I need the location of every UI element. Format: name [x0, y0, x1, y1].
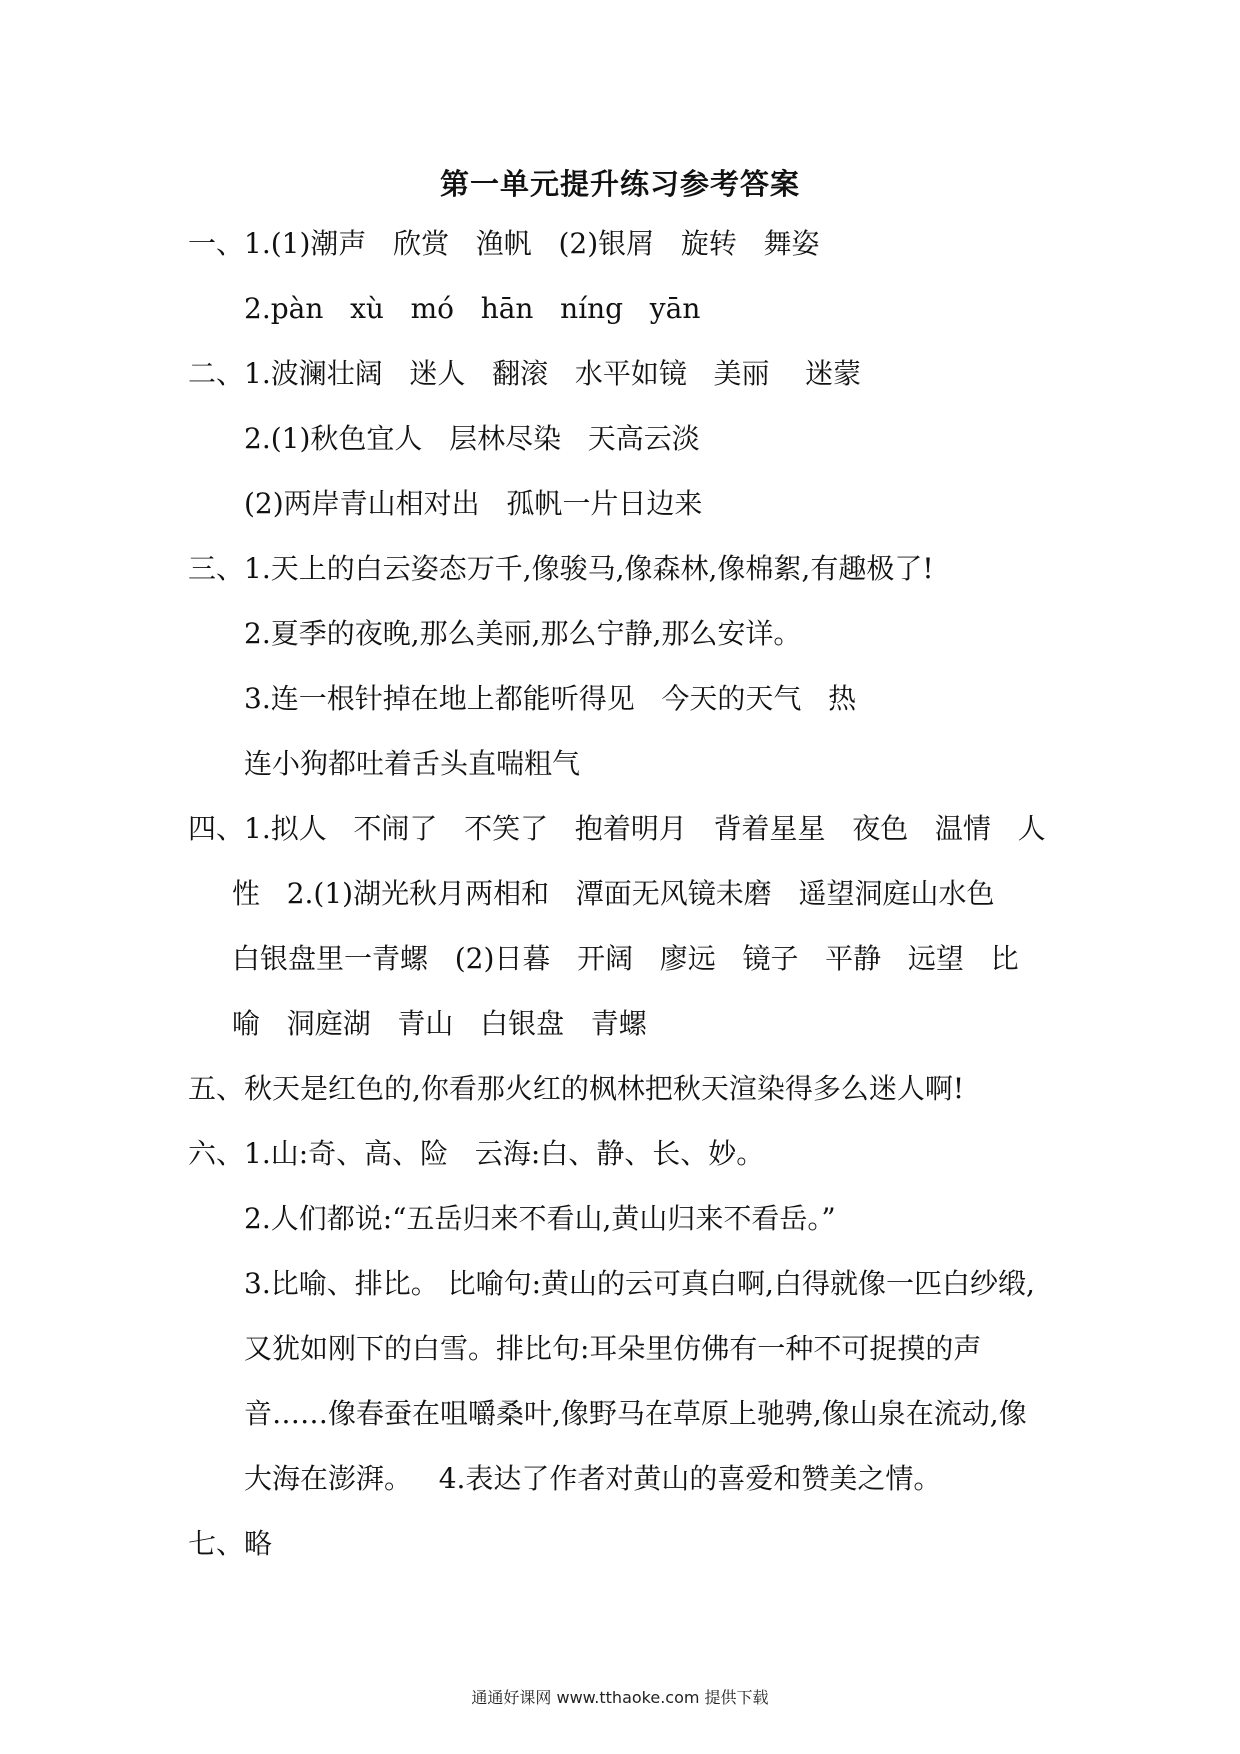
answer-line: 二、1.波澜壮阔 迷人 翻滚 水平如镜 美丽 迷蒙 — [188, 357, 862, 390]
answer-line: 喻 洞庭湖 青山 白银盘 青螺 — [232, 1007, 647, 1040]
answer-line: 2.(1)秋色宜人 层林尽染 天高云淡 — [244, 422, 700, 455]
page-title: 第一单元提升练习参考答案 — [439, 167, 800, 201]
answer-line: 四、1.拟人 不闹了 不笑了 抱着明月 背着星星 夜色 温情 人 — [188, 812, 1046, 845]
answer-line: 3.比喻、排比。 比喻句:黄山的云可真白啊,白得就像一匹白纱缎, — [244, 1267, 1035, 1300]
answer-line: 三、1.天上的白云姿态万千,像骏马,像森林,像棉絮,有趣极了! — [188, 552, 934, 585]
answer-line: 白银盘里一青螺 (2)日暮 开阔 廖远 镜子 平静 远望 比 — [232, 942, 1019, 975]
answer-line: 六、1.山:奇、高、险 云海:白、静、长、妙。 — [188, 1137, 765, 1170]
answer-line: 连小狗都吐着舌头直喘粗气 — [244, 747, 581, 780]
answer-line: 大海在澎湃。 4.表达了作者对黄山的喜爱和赞美之情。 — [244, 1462, 942, 1495]
answer-line: 3.连一根针掉在地上都能听得见 今天的天气 热 — [244, 682, 857, 715]
answer-line: 五、秋天是红色的,你看那火红的枫林把秋天渲染得多么迷人啊! — [188, 1072, 965, 1105]
answer-line: 七、略 — [188, 1527, 273, 1560]
answer-line: 音……像春蚕在咀嚼桑叶,像野马在草原上驰骋,像山泉在流动,像 — [244, 1397, 1027, 1430]
answer-line: 2.人们都说:“五岳归来不看山,黄山归来不看岳。” — [244, 1202, 836, 1235]
answer-line: 一、1.(1)潮声 欣赏 渔帆 (2)银屑 旋转 舞姿 — [188, 227, 820, 260]
answer-line: 又犹如刚下的白雪。排比句:耳朵里仿佛有一种不可捉摸的声 — [244, 1332, 982, 1365]
footer-source: 通通好课网 www.tthaoke.com 提供下载 — [471, 1688, 769, 1707]
answer-line: 2.pàn xù mó hān níng yān — [244, 292, 701, 325]
answer-line: (2)两岸青山相对出 孤帆一片日边来 — [244, 487, 703, 520]
answer-line: 性 2.(1)湖光秋月两相和 潭面无风镜未磨 遥望洞庭山水色 — [232, 877, 995, 910]
answer-line: 2.夏季的夜晚,那么美丽,那么宁静,那么安详。 — [244, 617, 802, 650]
